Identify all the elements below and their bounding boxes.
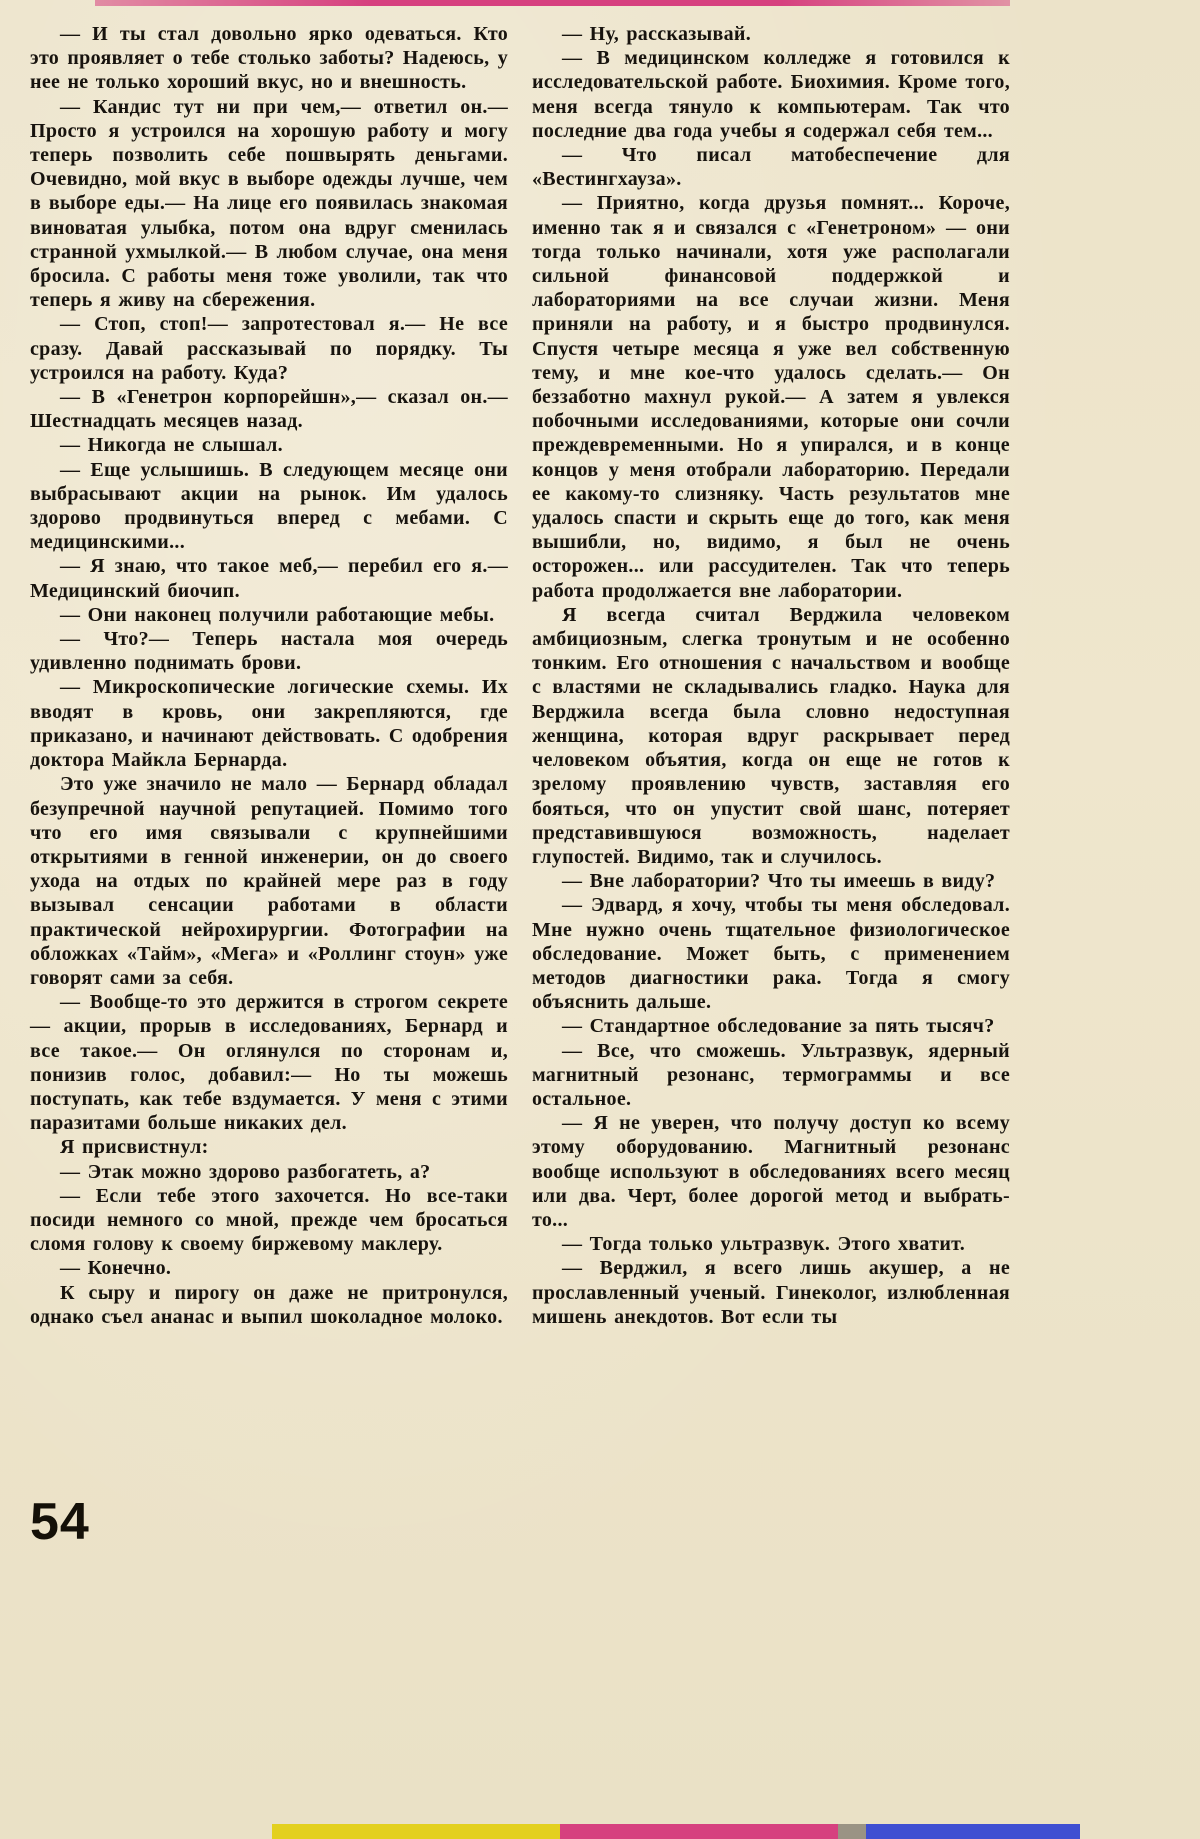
paragraph: — Они наконец получили работающие мебы. — [60, 603, 495, 626]
paragraph: — Тогда только ультразвук. Этого хватит. — [562, 1233, 966, 1256]
print-color-bars — [0, 1824, 1200, 1839]
paragraph: К сыру и пирогу он даже не притронулся, однако съел ананас и выпил шоколадное молоко. — [30, 1281, 508, 1328]
text-column-right — [532, 22, 1010, 1329]
paragraph: — Приятно, когда друзья помнят... Короче, именно так я и связался с «Генетроном» — они тогда только начинали, хотя уже располагали сильной финансовой поддержкой и лабораториями на все случаи жизни. Меня приняли на работу, и я быстро продвинулся. Спустя четыре месяца я уже вел собственную тему, и мне кое-что удалось сделать.— Он беззаботно махнул рукой.— А затем я увлекся побочными исследованиями, которые они сочли преждевременными. Но я упирался, и в конце концов у меня отобрали лабораторию. Передали ее какому-то слизняку. Часть результатов мне удалось спасти и скрыть еще до того, как меня вышибли, но, видимо, я был не очень осторожен... или рассудителен. Так что теперь работа продолжается вне лаборатории. — [532, 192, 1010, 602]
paragraph: — Вообще-то это держится в строгом секрете — акции, прорыв в исследованиях, Бернард и все такое.— Он оглянулся по сторонам и, понизив голос, добавил:— Но ты можешь поступать, как тебе вздумается. У меня с этими паразитами больше никаких дел. — [30, 991, 508, 1135]
paragraph: — И ты стал довольно ярко одеваться. Кто это проявляет о тебе столько заботы? Надеюсь, у нее не только хороший вкус, но и внешность. — [30, 23, 508, 94]
paragraph: — Этак можно здорово разбогатеть, а? — [60, 1160, 431, 1183]
paragraph: — Если тебе этого захочется. Но все-таки посиди немного со мной, прежде чем бросаться сломя голову к своему биржевому маклеру. — [30, 1184, 508, 1256]
color-bar-blue — [866, 1824, 1080, 1839]
paragraph: — Вне лаборатории? Что ты имеешь в виду? — [562, 870, 996, 893]
paragraph: — Еще услышишь. В следующем месяце они выбрасывают акции на рынок. Им удалось здорово продвинуться вперед с мебами. С медицинскими... — [30, 458, 508, 554]
paragraph: — Никогда не слышал. — [60, 434, 283, 457]
page-content — [30, 22, 1010, 1329]
paragraph: — Эдвард, я хочу, чтобы ты меня обследовал. Мне нужно очень тщательное физиологическое обследование. Может быть, с применением методов диагностики рака. Тогда я смогу объяснить дальше. — [532, 894, 1010, 1014]
color-bar-magenta — [560, 1824, 838, 1839]
paragraph: Я присвистнул: — [60, 1136, 209, 1159]
paragraph: — Верджил, я всего лишь акушер, а не прославленный ученый. Гинеколог, излюбленная мишень анекдотов. Вот если ты — [532, 1257, 1010, 1328]
text-column-left — [30, 22, 508, 1329]
top-registration-mark — [95, 0, 1010, 6]
paragraph: — В «Генетрон корпорейшн»,— сказал он.— Шестнадцать месяцев назад. — [30, 386, 508, 433]
paragraph: — Кандис тут ни при чем,— ответил он.— Просто я устроился на хорошую работу и могу теперь позволить себе пошвырять деньгами. Очевидно, мой вкус в выборе одежды лучше, чем в выборе еды.— На лице его появилась знакомая виноватая улыбка, потом она вдруг сменилась странной ухмылкой.— В любом случае, она меня бросила. С работы меня тоже уволили, так что теперь я живу на сбережения. — [30, 95, 508, 312]
paragraph: Это уже значило не мало — Бернард обладал безупречной научной репутацией. Помимо того что его имя связывали с крупнейшими открытиями в генной инженерии, он до своего ухода на отдых по крайней мере раз в году вызывал сенсации работами в области практической нейрохирургии. Фотографии на обложках «Тайм», «Мега» и «Роллинг стоун» уже говорят сами за себя. — [30, 773, 508, 989]
color-bar-gray — [838, 1824, 866, 1839]
paragraph: — Стоп, стоп!— запротестовал я.— Не все сразу. Давай рассказывай по порядку. Ты устроился на работу. Куда? — [30, 313, 508, 384]
paragraph: — Я не уверен, что получу доступ ко всему этому оборудованию. Магнитный резонанс вообще используют в обследованиях всего месяц или два. Черт, более дорогой метод и выбрать-то... — [532, 1112, 1010, 1231]
paragraph: — Конечно. — [60, 1257, 172, 1280]
paragraph: — Микроскопические логические схемы. Их вводят в кровь, они закрепляются, где приказано, и начинают действовать. С одобрения доктора Майкла Бернарда. — [30, 676, 508, 772]
paragraph: — Что писал матобеспечение для «Вестингхауза». — [532, 144, 1010, 191]
paragraph: — Ну, рассказывай. — [562, 23, 752, 45]
color-bar-yellow — [272, 1824, 560, 1839]
paragraph: — Я знаю, что такое меб,— перебил его я.— Медицинский биочип. — [30, 555, 508, 602]
paragraph: Я всегда считал Верджила человеком амбициозным, слегка тронутым и не особенно тонким. Его отношения с начальством и вообще с властями не складывались гладко. Наука для Верджила всегда была словно недоступная женщина, которая вдруг раскрывает перед человеком объятия, когда он еще не готов к зрелому проявлению чувств, заставляя его бояться, что он упустит свой шанс, потеряет представившуюся возможность, наделает глупостей. Видимо, так и случилось. — [532, 603, 1010, 868]
page-number: 54 — [30, 1493, 90, 1551]
paragraph: — Все, что сможешь. Ультразвук, ядерный магнитный резонанс, термограммы и все остальное. — [532, 1039, 1010, 1110]
paragraph: — Стандартное обследование за пять тысяч? — [562, 1015, 995, 1038]
paragraph: — В медицинском колледже я готовился к исследовательской работе. Биохимия. Кроме того, меня всегда тянуло к компьютерам. Так что последние два года учебы я содержал себя тем... — [532, 47, 1010, 142]
paragraph: — Что?— Теперь настала моя очередь удивленно поднимать брови. — [30, 628, 508, 675]
